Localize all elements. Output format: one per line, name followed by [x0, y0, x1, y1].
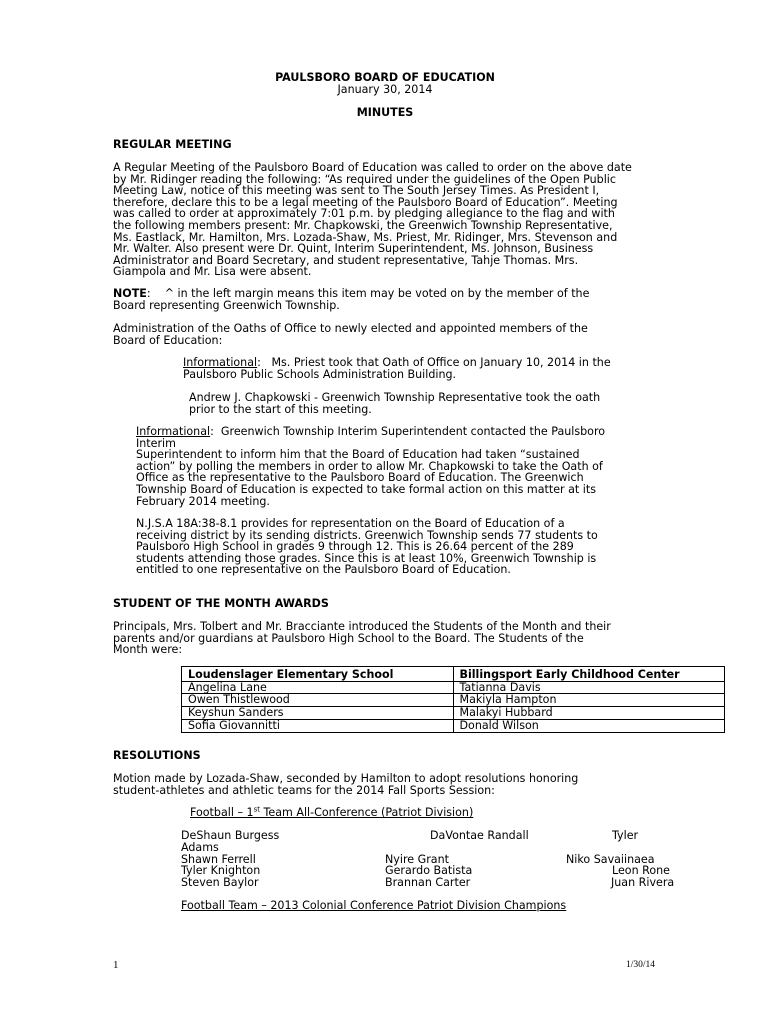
- regular-meeting-paragraph: [113, 162, 632, 278]
- table-cell: Sofia Giovannitti: [182, 719, 454, 732]
- paragraph-line: students attending those grades. Since this is at least 10%, Greenwich Township is: [136, 551, 597, 565]
- table-cell: Malakyi Hubbard: [453, 707, 725, 720]
- player-name: Brannan Carter: [385, 876, 471, 889]
- table-cell: Tatianna Davis: [453, 681, 725, 694]
- table-header-cell: Billingsport Early Childhood Center: [453, 667, 725, 682]
- paragraph-line: Office as the representative to the Paulsboro Board of Education. The Greenwich: [136, 471, 584, 485]
- informational-text: Ms. Priest took that Oath of Office on January 10, 2014 in the: [271, 356, 611, 369]
- paragraph-line: Motion made by Lozada-Shaw, seconded by Hamilton to adopt resolutions honoring: [113, 772, 579, 785]
- player-name: Gerardo Batista: [385, 864, 473, 877]
- paragraph-line: the following members present: Mr. Chapkowski, the Greenwich Township Representative,: [113, 218, 613, 232]
- note-label: NOTE: [113, 287, 147, 300]
- informational-label: Informational: [183, 356, 258, 369]
- paragraph-line: Principals, Mrs. Tolbert and Mr. Bracciante introduced the Students of the Month and their: [113, 620, 611, 633]
- table-row: [182, 719, 725, 732]
- table-cell: Donald Wilson: [453, 719, 725, 732]
- informational-text-line2: Paulsboro Public Schools Administration Building.: [183, 367, 457, 381]
- paragraph-line: Administration of the Oaths of Office to newly elected and appointed members of the: [113, 322, 588, 335]
- paragraph-line: prior to the start of this meeting.: [189, 402, 372, 416]
- paragraph-line: entitled to one representative on the Paulsboro Board of Education.: [136, 563, 511, 577]
- table-cell: Angelina Lane: [182, 681, 454, 694]
- document-type: MINUTES: [356, 106, 414, 119]
- player-name: Niko Savaiinaea: [566, 853, 655, 866]
- paragraph-line: action” by polling the members in order to allow Mr. Chapkowski to take the Oath of: [136, 459, 603, 473]
- heading-text: Football – 1: [190, 806, 254, 819]
- informational-text: Greenwich Township Interim Superintendent contacted the Paulsboro: [220, 425, 606, 438]
- informational-superintendent: Informational: Greenwich Township Interim Superintendent contacted the Paulsboro Interim Superintendent to inform him that the Board of Education had taken “sustained action” by polling the members in order to allow Mr. Chapkowski to take the Oath of Office as the representative to the Paulsboro Board of Education. The Greenwich Township Board of Education is expected to take formal action on this matter at its February 2014 meeting.: [136, 425, 606, 508]
- paragraph-line: Andrew J. Chapkowski - Greenwich Township Representative took the oath: [189, 391, 601, 404]
- football-champions-heading: Football Team – 2013 Colonial Conference Patriot Division Champions: [181, 899, 567, 912]
- football-all-conference-heading: [190, 807, 473, 819]
- paragraph-line: parents and/or guardians at Paulsboro High School to the Board. The Students of the: [113, 631, 584, 645]
- paragraph-line: Giampola and Mr. Lisa were absent.: [113, 265, 312, 279]
- paragraph-line: was called to order at approximately 7:01 p.m. by pledging allegiance to the flag and with: [113, 207, 615, 221]
- paragraph-line: Mr. Walter. Also present were Dr. Quint, Interim Superintendent, Ms. Johnson, Business: [113, 242, 594, 256]
- paragraph-line: student-athletes and athletic teams for the 2014 Fall Sports Session:: [113, 783, 495, 797]
- resolutions-paragraph: [113, 773, 578, 796]
- paragraph-line: by Mr. Ridinger reading the following: “As required under the guidelines of the Open Public: [113, 172, 616, 186]
- document-org-title: PAULSBORO BOARD OF EDUCATION: [275, 71, 495, 84]
- player-name: Leon Rone: [612, 864, 671, 877]
- player-name: Tyler Knighton: [181, 864, 261, 877]
- paragraph-line: Ms. Eastlack, Mr. Hamilton, Mrs. Lozada-Shaw, Ms. Priest, Mr. Ridinger, Mrs. Stevenson and: [113, 230, 618, 244]
- paragraph-line: Interim: [136, 436, 176, 450]
- note-text: ^ in the left margin means this item may be voted on by the member of the: [164, 287, 590, 300]
- paragraph-line: February 2014 meeting.: [136, 494, 270, 508]
- table-cell: Makiyla Hampton: [453, 694, 725, 707]
- player-name: Adams: [181, 841, 219, 854]
- informational-label: Informational: [136, 425, 211, 438]
- player-name: Nyire Grant: [385, 853, 449, 866]
- student-awards-paragraph: [113, 621, 611, 656]
- regular-meeting-heading: REGULAR MEETING: [113, 138, 232, 151]
- paragraph-line: A Regular Meeting of the Paulsboro Board of Education was called to order on the above date: [113, 161, 632, 174]
- heading-superscript: st: [253, 805, 260, 814]
- player-name: Tyler: [612, 829, 639, 842]
- player-name: Steven Baylor: [181, 876, 259, 889]
- player-name: DaVontae Randall: [430, 829, 529, 842]
- page-number: 1: [113, 959, 119, 971]
- paragraph-line: Paulsboro High School in grades 9 through 12. This is 26.64 percent of the 289: [136, 540, 574, 554]
- paragraph-line: Superintendent to inform him that the Board of Education had taken “sustained: [136, 448, 580, 462]
- paragraph-line: therefore, declare this to be a legal meeting of the Paulsboro Board of Education”. Meeting: [113, 195, 618, 209]
- table-header-row: [182, 667, 725, 682]
- note-paragraph: NOTE: ^ in the left margin means this item may be voted on by the member of the Board representing Greenwich Township.: [113, 287, 590, 312]
- table-header-cell: Loudenslager Elementary School: [182, 667, 454, 682]
- paragraph-line: Month were:: [113, 643, 183, 657]
- oaths-paragraph: [113, 323, 588, 346]
- document-date: January 30, 2014: [337, 83, 433, 96]
- paragraph-line: Meeting Law, notice of this meeting was sent to The South Jersey Times. As President I,: [113, 184, 600, 198]
- paragraph-line: Administrator and Board Secretary, and student representative, Tahje Thomas. Mrs.: [113, 253, 579, 267]
- table-cell: Owen Thistlewood: [182, 694, 454, 707]
- note-text-line2: Board representing Greenwich Township.: [113, 298, 340, 312]
- table-cell: Keyshun Sanders: [182, 707, 454, 720]
- table-row: [182, 694, 725, 707]
- footer-date: 1/30/14: [626, 960, 656, 970]
- paragraph-line: Township Board of Education is expected to take formal action on this matter at its: [136, 482, 596, 496]
- player-name: Juan Rivera: [611, 876, 675, 889]
- students-of-month-table: [181, 666, 725, 733]
- table-row: [182, 707, 725, 720]
- player-name: Shawn Ferrell: [181, 853, 256, 866]
- informational-oath-priest: Informational: Ms. Priest took that Oath of Office on January 10, 2014 in the Paulsboro Public Schools Administration Building.: [183, 356, 611, 381]
- player-name: DeShaun Burgess: [181, 829, 280, 842]
- student-awards-heading: STUDENT OF THE MONTH AWARDS: [113, 597, 329, 610]
- paragraph-line: receiving district by its sending districts. Greenwich Township sends 77 students to: [136, 528, 598, 542]
- njsa-paragraph: [136, 518, 598, 576]
- table-row: [182, 681, 725, 694]
- resolutions-heading: RESOLUTIONS: [113, 749, 201, 762]
- heading-text: Team All-Conference (Patriot Division): [259, 806, 474, 819]
- chapkowski-oath-paragraph: [189, 392, 600, 415]
- paragraph-line: Board of Education:: [113, 333, 223, 347]
- paragraph-line: N.J.S.A 18A:38-8.1 provides for representation on the Board of Education of a: [136, 517, 565, 530]
